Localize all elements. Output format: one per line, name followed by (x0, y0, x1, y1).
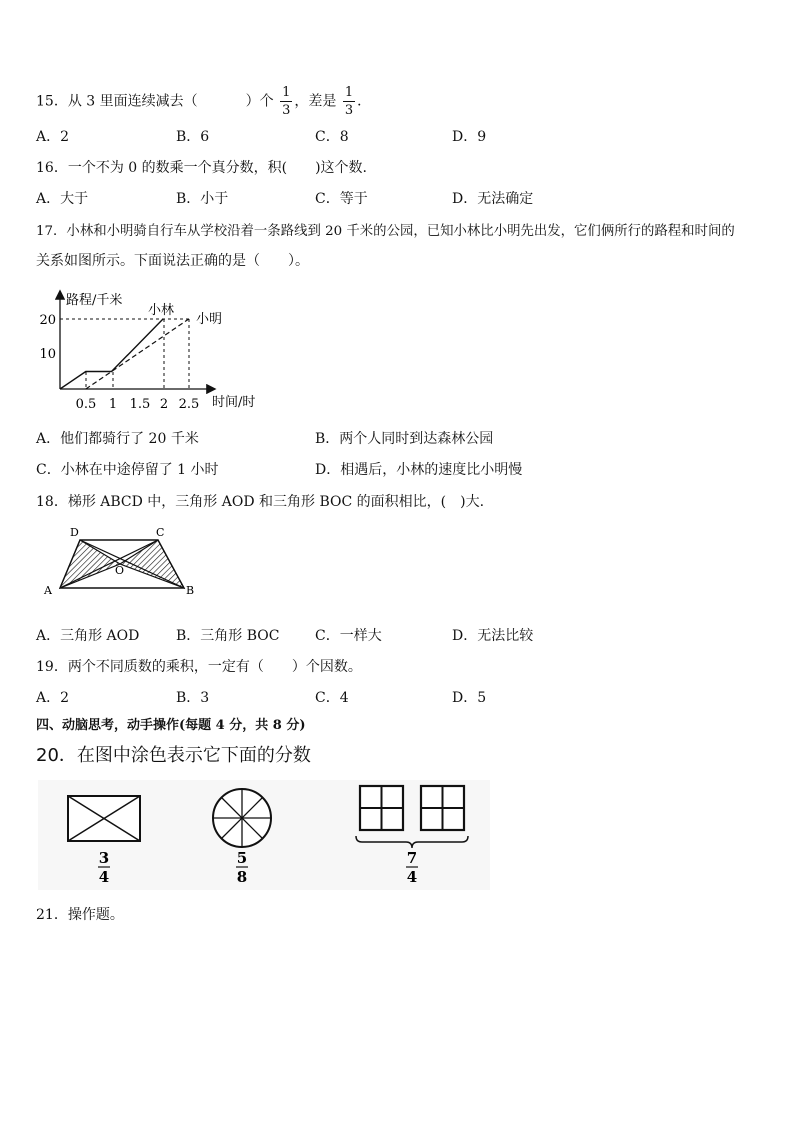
y-tick-20: 20 (39, 313, 56, 328)
q16-option-c[interactable]: C．等于 (315, 191, 368, 207)
q18-option-a[interactable]: A．三角形 AOD (36, 628, 140, 644)
q17-option-d[interactable]: D．相遇后，小林的速度比小明慢 (315, 462, 523, 478)
x-axis-label: 时间/时 (212, 395, 256, 410)
series-xiaolin-line (60, 319, 163, 389)
y-tick-10: 10 (39, 347, 56, 362)
q17-stem-line1: 17．小林和小明骑自行车从学校沿着一条路线到 20 千米的公园，已知小林比小明先出发，它们俩所行的路程和时间的 (36, 224, 735, 239)
distance-time-chart (36, 284, 276, 414)
q15-fraction-1: $\frac{1}{3}$ (282, 85, 291, 118)
q20-shapes-figure (38, 780, 490, 890)
series-label-xiaoming: 小明 (196, 312, 223, 327)
x-tick-1-5: 1.5 (129, 397, 151, 412)
q16-stem: 16．一个不为 0 的数乘一个真分数，积( )这个数. (36, 160, 367, 176)
q17-option-a[interactable]: A．他们都骑行了 20 千米 (36, 431, 199, 447)
fraction-3-4-denominator: 4 (98, 868, 110, 886)
trapezoid-abcd-diagram (38, 524, 200, 600)
series-xiaoming-line (86, 319, 189, 389)
q19-option-c[interactable]: C．4 (315, 690, 349, 706)
q15-fraction-2: $\frac{1}{3}$ (344, 85, 354, 118)
x-tick-0-5: 0.5 (75, 397, 97, 412)
q21-stem: 21．操作题。 (36, 907, 124, 923)
q19-option-d[interactable]: D．5 (452, 690, 487, 706)
q19-option-a[interactable]: A．2 (36, 690, 70, 706)
q19-option-b[interactable]: B．3 (176, 690, 210, 706)
q17-stem-line2: 关系如图所示。下面说法正确的是（ ）。 (36, 253, 309, 269)
circle-eighths-shape (213, 789, 271, 847)
label-b: B (186, 584, 195, 597)
q19-stem: 19．两个不同质数的乘积，一定有（ ）个因数。 (36, 659, 362, 675)
fraction-3-4-numerator: 3 (98, 849, 110, 867)
y-axis-label: 路程/千米 (66, 293, 123, 308)
label-d: D (70, 526, 79, 539)
q18-option-b[interactable]: B．三角形 BOC (176, 628, 280, 644)
q15-stem: 15．从 3 里面连续减去（ ）个 $\frac{1}{3}$ ，差是 $\frac{1}{3}$ ． (36, 85, 372, 118)
q20-stem: 20．在图中涂色表示它下面的分数 (36, 745, 311, 766)
fraction-7-4-numerator: 7 (406, 849, 418, 867)
q17-option-b[interactable]: B．两个人同时到达森林公园 (315, 431, 494, 447)
q17-option-c[interactable]: C．小林在中途停留了 1 小时 (36, 462, 219, 478)
x-tick-2: 2 (159, 397, 169, 412)
q15-option-a[interactable]: A．2 (36, 129, 70, 145)
fraction-7-4-denominator: 4 (406, 868, 418, 886)
q18-option-d[interactable]: D．无法比较 (452, 628, 534, 644)
triangle-boc (120, 540, 184, 588)
q18-stem: 18．梯形 ABCD 中，三角形 AOD 和三角形 BOC 的面积相比，( )大. (36, 494, 485, 510)
label-c: C (156, 526, 165, 539)
q15-option-c[interactable]: C．8 (315, 129, 349, 145)
label-o: O (115, 564, 125, 577)
label-a: A (44, 584, 52, 597)
rectangle-quarters-shape (68, 796, 140, 841)
q15-option-b[interactable]: B．6 (176, 129, 210, 145)
q15-option-d[interactable]: D．9 (452, 129, 487, 145)
triangle-aod (60, 540, 120, 588)
x-tick-1: 1 (108, 397, 118, 412)
q16-option-d[interactable]: D．无法确定 (452, 191, 534, 207)
series-label-xiaolin: 小林 (148, 303, 175, 318)
fraction-5-8-denominator: 8 (236, 868, 248, 886)
q16-option-b[interactable]: B．小于 (176, 191, 229, 207)
x-tick-2-5: 2.5 (178, 397, 200, 412)
section-4-title: 四、动脑思考，动手操作(每题 4 分，共 8 分) (36, 718, 306, 733)
fraction-5-8-numerator: 5 (236, 849, 248, 867)
q16-option-a[interactable]: A．大于 (36, 191, 89, 207)
q18-option-c[interactable]: C．一样大 (315, 628, 382, 644)
